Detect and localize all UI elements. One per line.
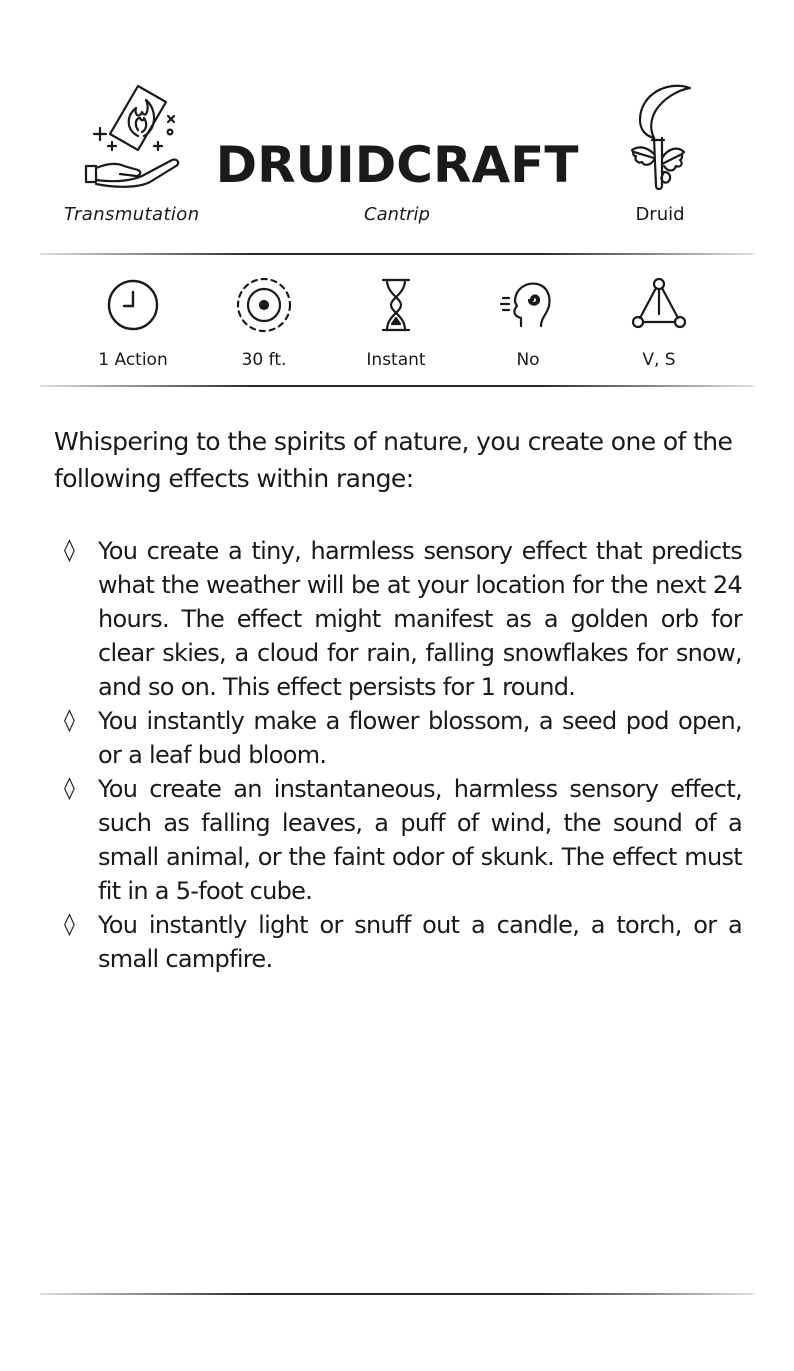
spell-school: Transmutation [64, 204, 200, 225]
sickle-with-oak-leaves-icon [620, 80, 700, 198]
range-value: 30 ft. [241, 350, 287, 370]
list-item [60, 534, 742, 704]
concentration-stat [463, 274, 593, 370]
clock-icon [102, 274, 164, 336]
spell-class: Druid [635, 204, 685, 225]
diamond-bullet-icon: ◊ [64, 538, 75, 563]
hourglass-icon [365, 274, 427, 336]
casting-time-stat [68, 274, 198, 370]
duration-value: Instant [366, 350, 426, 370]
effect-text: You instantly make a flower blossom, a seed pod open, or a leaf bud bloom. [98, 707, 742, 769]
concentration-head-icon [497, 274, 559, 336]
spell-level: Cantrip [364, 204, 430, 225]
casting-time-value: 1 Action [98, 350, 168, 370]
concentration-value: No [516, 350, 540, 370]
range-stat [199, 274, 329, 370]
components-stat [594, 274, 724, 370]
diamond-bullet-icon: ◊ [64, 708, 75, 733]
stats-divider [40, 385, 754, 387]
diamond-bullet-icon: ◊ [64, 776, 75, 801]
list-item [60, 704, 742, 772]
spell-title: DRUIDCRAFT [215, 136, 579, 194]
effect-text: You instantly light or snuff out a candle, a torch, or a small campfire. [98, 911, 742, 973]
effects-list [60, 534, 742, 976]
duration-stat [331, 274, 461, 370]
list-item [60, 908, 742, 976]
header-divider [40, 253, 754, 255]
target-range-icon [233, 274, 295, 336]
components-value: V, S [642, 350, 676, 370]
spell-description: Whispering to the spirits of nature, you create one of the following effects within range: [54, 427, 733, 493]
diamond-bullet-icon: ◊ [64, 912, 75, 937]
footer-divider [40, 1293, 754, 1295]
list-item [60, 772, 742, 908]
effect-text: You create an instantaneous, harmless sensory effect, such as falling leaves, a puff of wind, the sound of a small animal, or the faint odor of skunk. The effect must fit in a 5-foot cube. [98, 775, 742, 905]
effect-text: You create a tiny, harmless sensory effect that predicts what the weather will be at your location for the next 24 hours. The effect might manifest as a golden orb for clear skies, a cloud for rain, falling snowflakes for snow, and so on. This effect persists for 1 round. [98, 537, 742, 701]
components-triangle-icon [628, 274, 690, 336]
